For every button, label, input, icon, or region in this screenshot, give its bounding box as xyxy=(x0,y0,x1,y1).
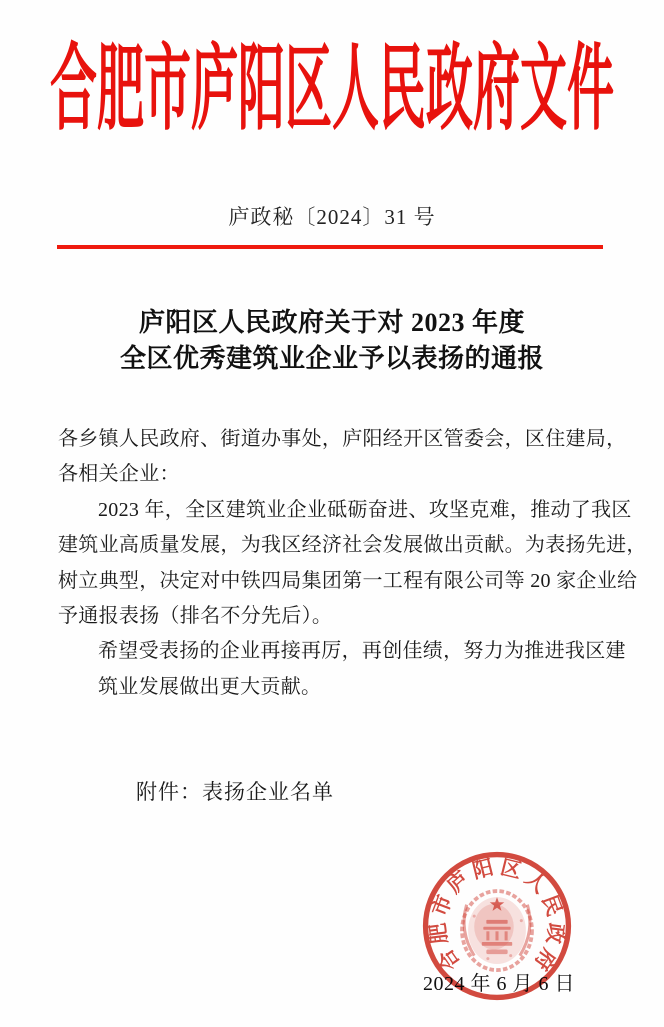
body-line-salutation-1: 各乡镇人民政府、街道办事处，庐阳经开区管委会，区住建局， xyxy=(58,428,627,450)
body-line-para1-2: 建筑业高质量发展，为我区经济社会发展做出贡献。为表扬先进， xyxy=(58,534,647,557)
seal-char: 阳 xyxy=(470,856,496,884)
seal-char: 市 xyxy=(428,892,457,920)
body-line-para2-1: 希望受表扬的企业再接再厉，再创佳绩，努力为推进我区建 xyxy=(98,640,626,663)
document-title xyxy=(0,305,664,377)
national-emblem-icon xyxy=(462,891,532,970)
official-seal xyxy=(421,847,573,1005)
document-title-line2: 全区优秀建筑业企业予以表扬的通报 xyxy=(119,344,544,373)
seal-char: 合 xyxy=(434,944,465,974)
body-line-para1-1: 2023 年，全区建筑业企业砥砺奋进、攻坚克难，推动了我区 xyxy=(98,498,632,521)
body-line-para2-2: 筑业发展做出更大贡献。 xyxy=(98,675,322,698)
seal-char: 民 xyxy=(537,892,566,920)
seal-char: 府 xyxy=(529,944,560,974)
seal-char: 区 xyxy=(498,856,524,884)
attachment-note: 附件：表扬企业名单 xyxy=(136,780,334,804)
document-body xyxy=(58,422,647,705)
body-line-para1-4: 予通报表扬（排名不分先后）。 xyxy=(58,605,333,628)
body-line-salutation-2: 各相关企业： xyxy=(58,463,180,486)
seal-char: 肥 xyxy=(427,921,452,945)
red-divider-line xyxy=(57,245,603,249)
seal-char: 人 xyxy=(520,867,551,898)
seal-char: 政 xyxy=(542,921,567,945)
document-date: 2024 年 6 月 6 日 xyxy=(423,973,575,995)
document-number: 庐政秘〔2024〕31 号 xyxy=(228,205,436,229)
seal-char: 庐 xyxy=(443,867,474,898)
red-letterhead-title: 合肥市庐阳区人民政府文件 xyxy=(50,38,614,143)
body-line-para1-3: 树立典型，决定对中铁四局集团第一工程有限公司等 20 家企业给 xyxy=(58,569,638,592)
document-title-line1: 庐阳区人民政府关于对 2023 年度 xyxy=(138,308,525,337)
